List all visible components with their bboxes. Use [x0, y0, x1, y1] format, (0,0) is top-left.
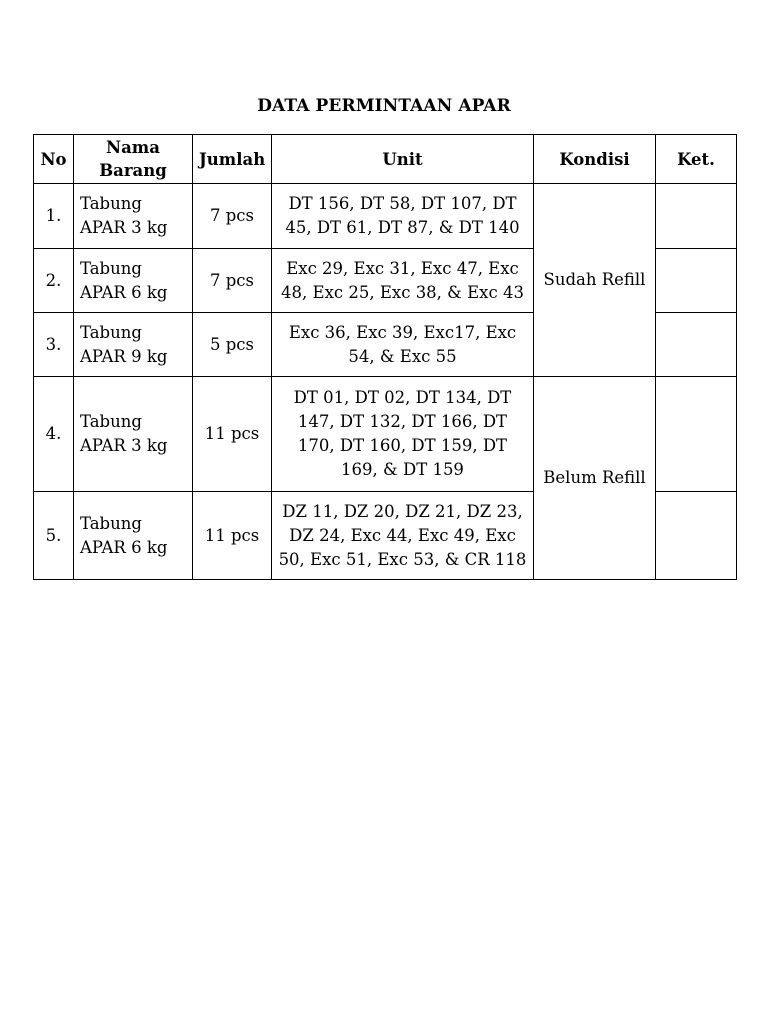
nama-line1: Tabung: [80, 412, 142, 431]
nama-line1: Tabung: [80, 513, 142, 533]
row-no: 1.: [34, 184, 74, 249]
table-row: [34, 377, 737, 492]
row-no: 2.: [34, 249, 74, 313]
nama-line1: Tabung: [80, 322, 142, 342]
row-nama-barang: [74, 184, 193, 249]
row-ket: [656, 313, 737, 377]
header-nama-barang: [74, 135, 193, 184]
nama-line1: Tabung: [80, 194, 142, 213]
row-no: 3.: [34, 313, 74, 377]
row-no: 5.: [34, 492, 74, 580]
header-nama-barang-line2: Barang: [99, 161, 167, 180]
row-unit: Exc 36, Exc 39, Exc17, Exc 54, & Exc 55: [272, 313, 534, 377]
header-ket: Ket.: [656, 135, 737, 184]
row-ket: [656, 492, 737, 580]
row-unit: DT 156, DT 58, DT 107, DT 45, DT 61, DT 87, & DT 140: [272, 184, 534, 249]
nama-line2: APAR 6 kg: [80, 282, 168, 302]
header-unit: Unit: [272, 135, 534, 184]
kondisi-sudah-refill: Sudah Refill: [534, 184, 656, 377]
row-unit: DT 01, DT 02, DT 134, DT 147, DT 132, DT 166, DT 170, DT 160, DT 159, DT 169, & DT 159: [272, 377, 534, 492]
row-jumlah: 5 pcs: [193, 313, 272, 377]
table-header-row: [34, 135, 737, 184]
row-ket: [656, 249, 737, 313]
row-jumlah: 7 pcs: [193, 249, 272, 313]
header-jumlah: Jumlah: [193, 135, 272, 184]
row-ket: [656, 184, 737, 249]
nama-line2: APAR 3 kg: [80, 436, 168, 455]
kondisi-belum-refill: Belum Refill: [534, 377, 656, 580]
header-kondisi: Kondisi: [534, 135, 656, 184]
row-no: 4.: [34, 377, 74, 492]
apar-request-table: [33, 134, 737, 580]
header-nama-barang-line1: Nama: [106, 138, 160, 157]
row-jumlah: 7 pcs: [193, 184, 272, 249]
row-unit: Exc 29, Exc 31, Exc 47, Exc 48, Exc 25, Exc 38, & Exc 43: [272, 249, 534, 313]
row-ket: [656, 377, 737, 492]
row-nama-barang: [74, 313, 193, 377]
nama-line2: APAR 6 kg: [80, 537, 168, 557]
header-no: No: [34, 135, 74, 184]
nama-line2: APAR 9 kg: [80, 346, 168, 366]
row-nama-barang: [74, 492, 193, 580]
nama-line2: APAR 3 kg: [80, 218, 168, 237]
row-nama-barang: [74, 249, 193, 313]
row-nama-barang: [74, 377, 193, 492]
nama-line1: Tabung: [80, 258, 142, 278]
document-title: DATA PERMINTAAN APAR: [257, 96, 511, 116]
row-jumlah: 11 pcs: [193, 492, 272, 580]
row-unit: DZ 11, DZ 20, DZ 21, DZ 23, DZ 24, Exc 44, Exc 49, Exc 50, Exc 51, Exc 53, & CR 118: [272, 492, 534, 580]
table-row: [34, 184, 737, 249]
row-jumlah: 11 pcs: [193, 377, 272, 492]
